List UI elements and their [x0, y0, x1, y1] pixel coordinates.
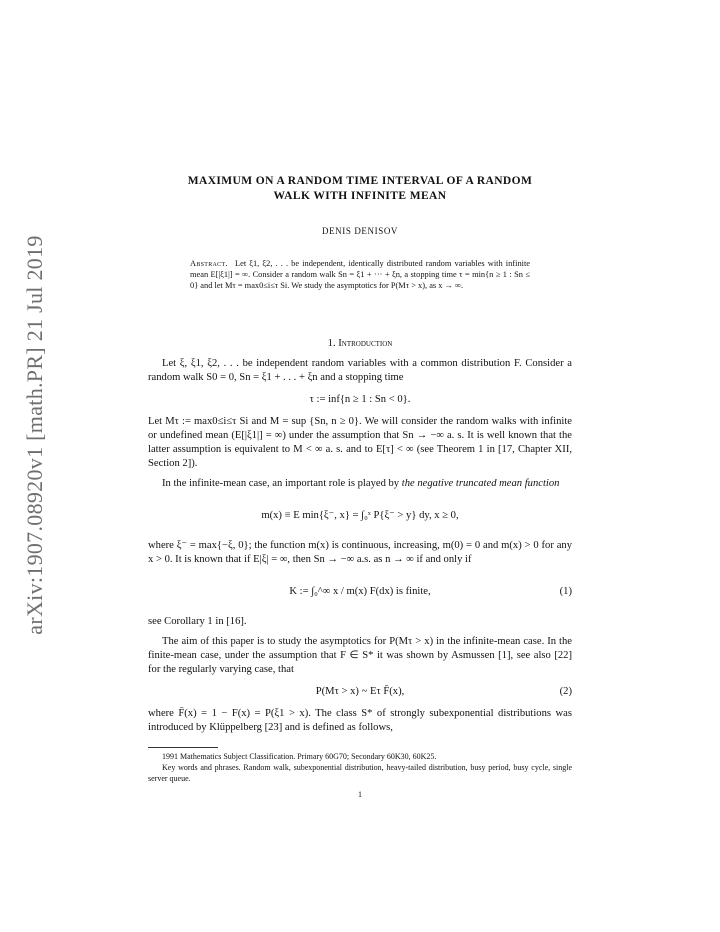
paragraph-5: see Corollary 1 in [16]. [148, 616, 247, 627]
paragraph-3 [148, 477, 572, 491]
paper-page [148, 174, 572, 802]
title-line-2: WALK WITH INFINITE MEAN [273, 190, 447, 202]
paragraph-7: where F̄(x) = 1 − F(x) = P(ξ1 > x). The class S* of strongly subexponential distributions was introduced by Klüppelberg [23] and is defined as follows, [148, 708, 572, 733]
author: DENIS DENISOV [321, 226, 399, 236]
section-title: Introduction [338, 338, 393, 349]
paragraph-3-text: In the infinite-mean case, an important role is played by [162, 478, 402, 489]
arxiv-stamp-text: arXiv:1907.08920v1 [math.PR] 21 Jul 2019 [22, 235, 47, 635]
equation-P [148, 685, 572, 701]
page-number: 1 [358, 790, 362, 799]
section-number: 1. [327, 338, 336, 349]
abstract-text: Let ξ1, ξ2, . . . be independent, identically distributed random variables with infinite mean E[|ξ1|] = ∞. Consider a random walk Sn = ξ1 + ··· + ξn, a stopping time τ = min{n ≥ 1 : Sn ≤ 0} and let Mτ = max0≤i≤τ Si. We study the asymptotics for P(Mτ > x), as x → ∞. [190, 259, 530, 290]
equation-K-text: K := ∫₀^∞ x / m(x) F(dx) is finite, [289, 586, 431, 597]
paragraph-1: Let ξ, ξ1, ξ2, . . . be independent random variables with a common distribution F. Consider a random walk S0 = 0, Sn = ξ1 + . . . + ξn and a stopping time [148, 358, 572, 383]
paragraph-4: where ξ⁻ = max{−ξ, 0}; the function m(x) is continuous, increasing, m(0) = 0 and m(x) > 0 for any x > 0. It is known that if E|ξ| = ∞, then Sn → −∞ a.s. as n → ∞ if and only if [148, 540, 572, 565]
equation-K-number: (1) [559, 586, 572, 597]
equation-m-text: m(x) ≡ E min{ξ⁻, x} = ∫₀ˣ P{ξ⁻ > y} dy, x ≥ 0, [261, 510, 459, 521]
abstract-heading: Abstract. [190, 259, 228, 268]
footnotes [148, 751, 572, 784]
equation-tau-text: τ := inf{n ≥ 1 : Sn < 0}. [309, 394, 411, 405]
paper-title [148, 174, 572, 204]
paragraph-2: Let Mτ := max0≤i≤τ Si and M = sup {Sn, n ≥ 0}. We will consider the random walks with infinite or undefined mean (E[|ξ1|] = ∞) under the assumption that Sn → −∞ a. s. It is well known that the latter assumption is equivalent to M < ∞ a. s. and to E[τ] < ∞ (see Theorem 1 in [17, Chapter XII, Section 2]). [148, 416, 572, 469]
equation-m [148, 499, 572, 533]
footnote-classification: 1991 Mathematics Subject Classification. Primary 60G70; Secondary 60K30, 60K25. [162, 752, 437, 761]
footnote-rule [148, 747, 218, 748]
equation-P-text: P(Mτ > x) ~ Eτ F̄(x), [315, 686, 405, 697]
paragraph-6: The aim of this paper is to study the asymptotics for P(Mτ > x) in the infinite-mean case. In the finite-mean case, under the assumption that F ∈ S* it was shown by Asmussen [1], see also [22] for the regularly varying case, that [148, 636, 572, 675]
paragraph-3-emphasis: the negative truncated mean function [401, 478, 560, 489]
section-heading [148, 337, 572, 351]
footnote-keywords: Key words and phrases. Random walk, subexponential distribution, heavy-tailed distribution, busy period, busy cycle, single server queue. [148, 763, 572, 783]
equation-tau [148, 393, 572, 409]
equation-P-number: (2) [559, 686, 572, 697]
arxiv-stamp [18, 220, 52, 650]
abstract [190, 258, 530, 291]
title-line-1: MAXIMUM ON A RANDOM TIME INTERVAL OF A RANDOM [187, 175, 533, 187]
equation-K [148, 575, 572, 609]
